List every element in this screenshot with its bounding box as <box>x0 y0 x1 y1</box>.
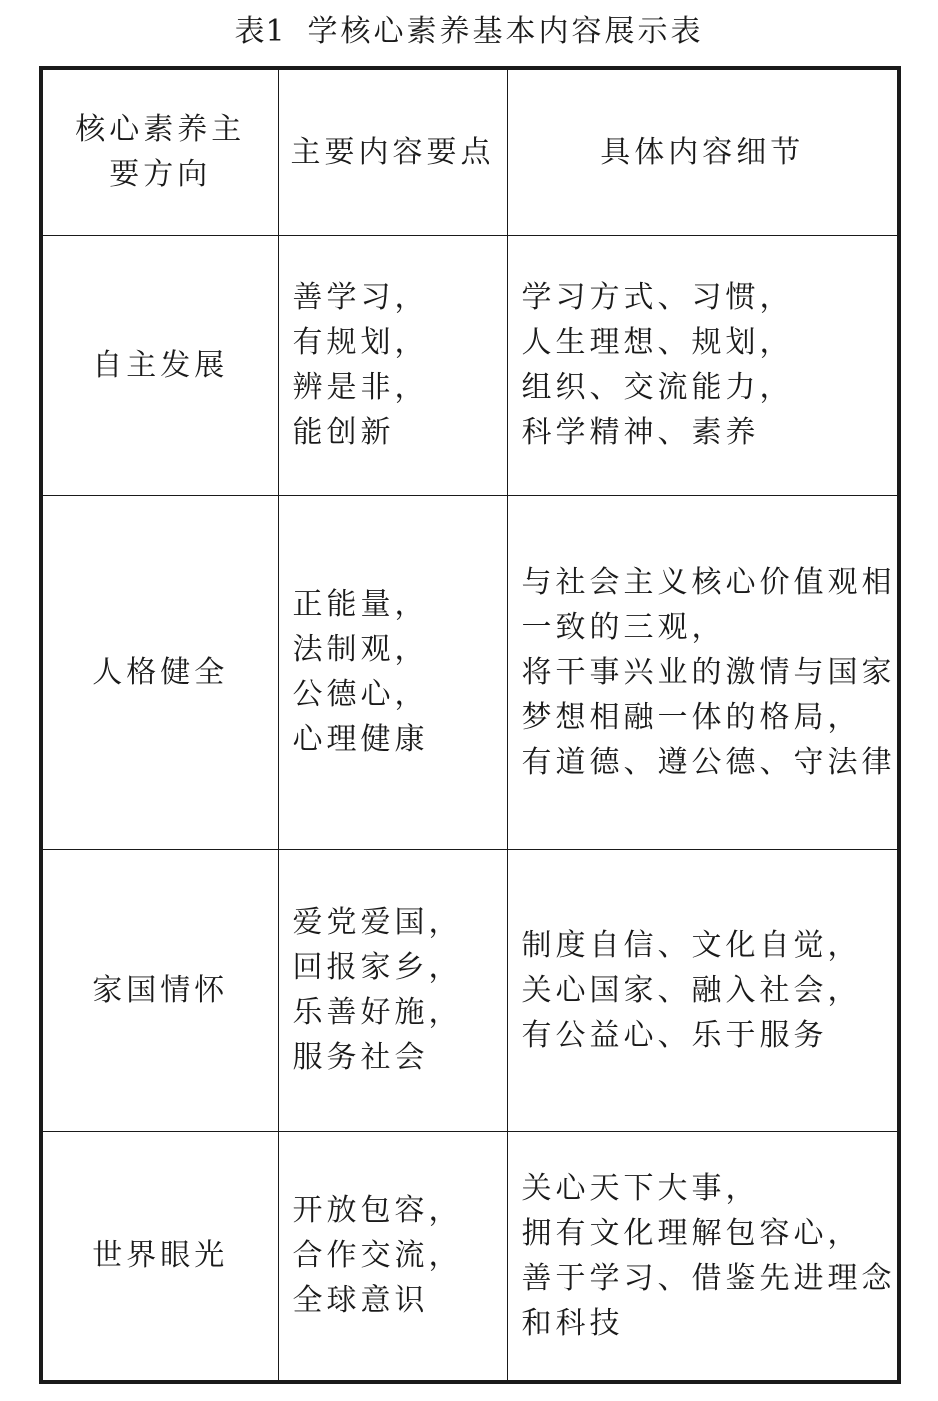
header-points: 主要内容要点 <box>278 68 507 235</box>
details-cell: 关心天下大事， 拥有文化理解包容心， 善于学习、借鉴先进理念 和科技 <box>507 1131 899 1382</box>
caption-number: 表1 <box>234 14 286 49</box>
details-cell: 学习方式、习惯， 人生理想、规划， 组织、交流能力， 科学精神、素养 <box>507 235 899 495</box>
direction-cell: 自主发展 <box>41 235 278 495</box>
direction-cell: 家国情怀 <box>41 849 278 1131</box>
table-row <box>41 495 899 849</box>
caption-title: 学核心素养基本内容展示表 <box>307 14 704 49</box>
table-caption <box>0 10 938 54</box>
table-row <box>41 235 899 495</box>
points-cell: 爱党爱国， 回报家乡， 乐善好施， 服务社会 <box>278 849 507 1131</box>
core-literacy-table <box>39 66 901 1384</box>
details-cell: 与社会主义核心价值观相 一致的三观， 将干事兴业的激情与国家 梦想相融一体的格局， 有道德、遵公德、守法律 <box>507 495 899 849</box>
table-row <box>41 849 899 1131</box>
table-header-row <box>41 68 899 235</box>
direction-cell: 世界眼光 <box>41 1131 278 1382</box>
points-cell: 开放包容， 合作交流， 全球意识 <box>278 1131 507 1382</box>
header-details: 具体内容细节 <box>507 68 899 235</box>
table-row <box>41 1131 899 1382</box>
points-cell: 善学习， 有规划， 辨是非， 能创新 <box>278 235 507 495</box>
direction-cell: 人格健全 <box>41 495 278 849</box>
details-cell: 制度自信、文化自觉， 关心国家、融入社会， 有公益心、乐于服务 <box>507 849 899 1131</box>
header-direction: 核心素养主要方向 <box>41 68 278 235</box>
points-cell: 正能量， 法制观， 公德心， 心理健康 <box>278 495 507 849</box>
